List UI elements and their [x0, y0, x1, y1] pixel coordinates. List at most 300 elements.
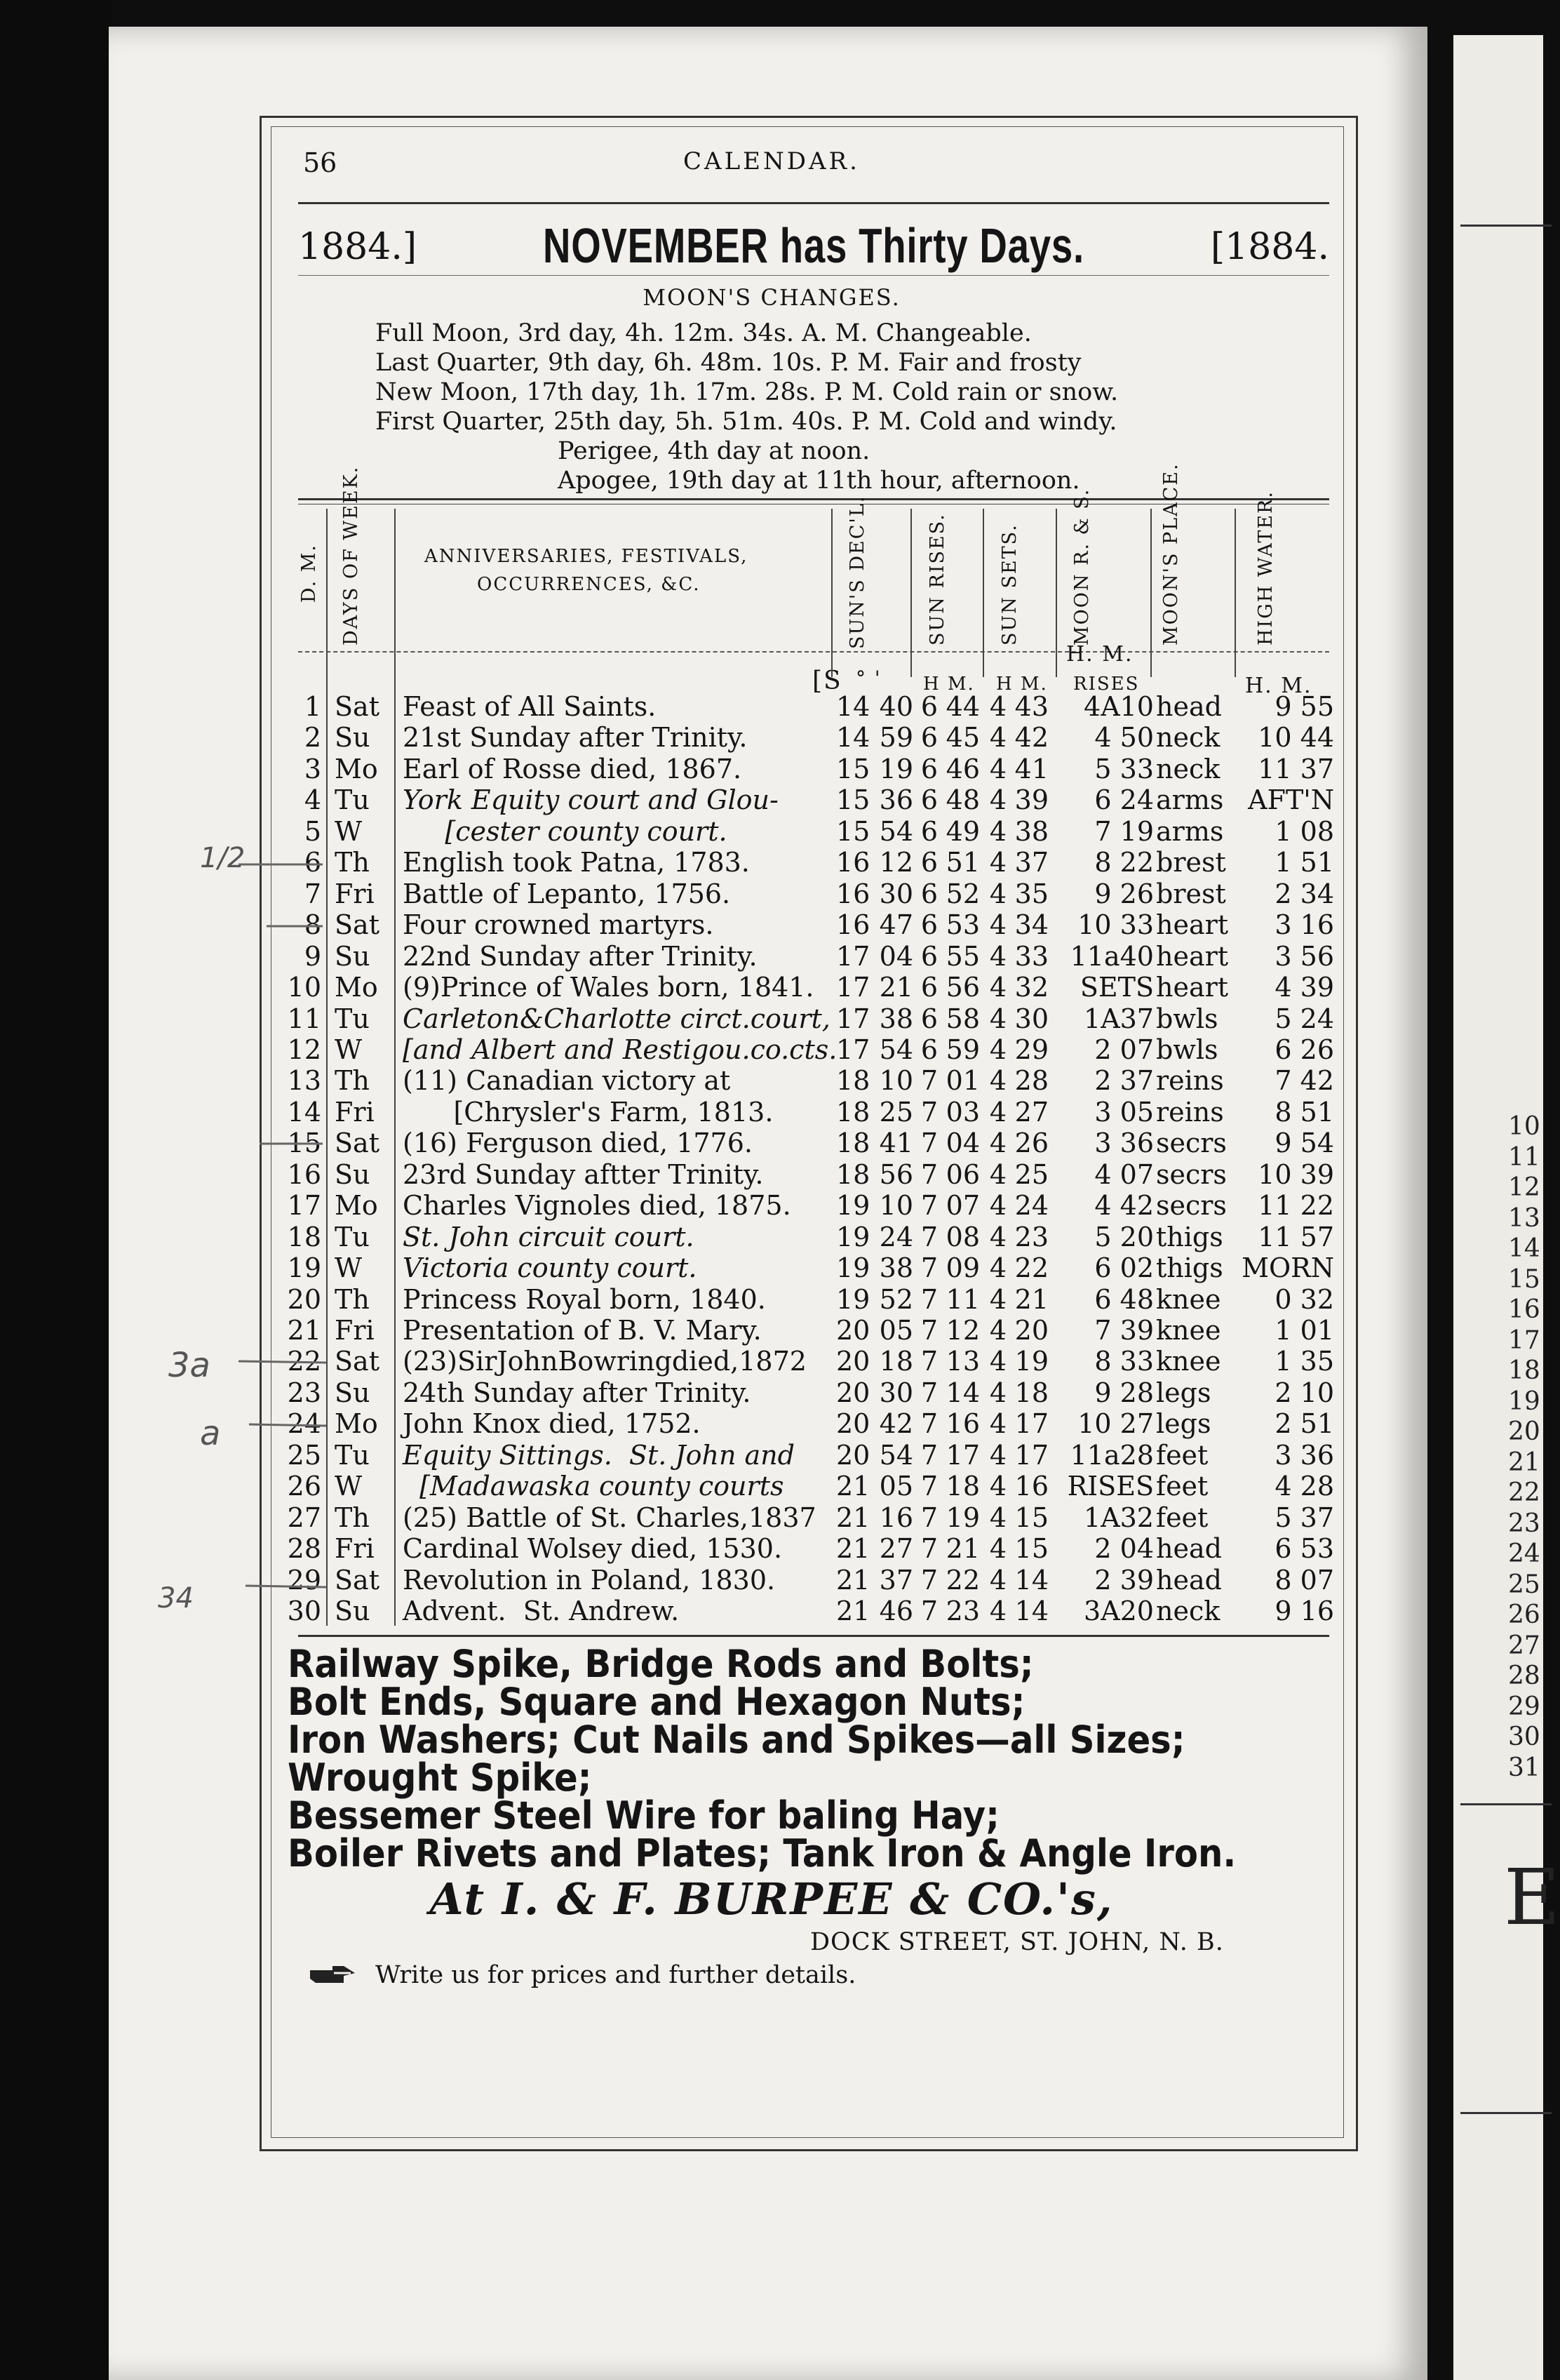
moon-rise-set: 2 04 — [1094, 1533, 1154, 1565]
sun-rise-hour: 6 — [920, 1003, 938, 1034]
day-number: 3 — [304, 753, 321, 784]
sun-decl-min: 38 — [879, 1003, 913, 1034]
advert-firm: At I. & F. BURPEE & CO.'s, — [429, 1873, 1114, 1925]
high-water: 6 26 — [1275, 1034, 1334, 1065]
advert-line: Bessemer Steel Wire for baling Hay; — [288, 1793, 1000, 1838]
anniversary-text: (23)SirJohnBowringdied,1872 — [403, 1346, 807, 1377]
sun-rise-min: 04 — [946, 1128, 980, 1159]
advert-address: DOCK STREET, ST. JOHN, N. B. — [810, 1928, 1224, 1956]
margin-note: 1/2 — [200, 842, 246, 874]
sun-rise-hour: 7 — [920, 1439, 938, 1471]
sun-set-min: 41 — [1014, 753, 1049, 784]
adjacent-page-rule — [1460, 1803, 1552, 1805]
sun-decl-min: 36 — [879, 784, 913, 816]
sun-decl-deg: 18 — [836, 1096, 870, 1128]
anniversary-text: Carleton&Charlotte circt.court, — [403, 1003, 831, 1034]
sun-rise-min: 58 — [946, 1003, 980, 1034]
moon-rise-set: SETS — [1080, 972, 1154, 1003]
high-water: 9 16 — [1275, 1596, 1334, 1627]
sun-set-hour: 4 — [989, 1221, 1007, 1252]
running-title: CALENDAR. — [683, 147, 860, 175]
day-number: 24 — [287, 1408, 321, 1440]
moon-rise-set: 6 48 — [1094, 1283, 1154, 1315]
sun-decl-deg: 17 — [836, 1003, 870, 1034]
weekday: Sat — [335, 1346, 379, 1377]
adjacent-page-number: 25 — [1508, 1570, 1540, 1599]
sun-rise-min: 18 — [946, 1471, 980, 1502]
sun-set-hour: 4 — [989, 784, 1007, 816]
anniversary-text: Charles Vignoles died, 1875. — [403, 1190, 791, 1222]
sun-rise-min: 12 — [946, 1315, 980, 1346]
sun-decl-deg: 14 — [836, 722, 870, 754]
sun-rise-min: 01 — [946, 1065, 980, 1097]
weekday: Mo — [335, 753, 378, 784]
month-title: NOVEMBER has Thirty Days. — [543, 218, 1084, 273]
moon-place: neck — [1156, 1596, 1221, 1627]
sun-set-min: 25 — [1014, 1158, 1049, 1190]
sun-decl-min: 19 — [879, 753, 913, 784]
moon-rise-set: 2 37 — [1094, 1065, 1154, 1097]
high-water: 9 54 — [1275, 1128, 1334, 1159]
moon-place: reins — [1156, 1065, 1224, 1097]
sun-set-min: 18 — [1014, 1377, 1049, 1408]
sun-set-min: 24 — [1014, 1190, 1049, 1222]
anniversary-text: (9)Prince of Wales born, 1841. — [403, 972, 814, 1003]
sun-decl-min: 59 — [879, 722, 913, 754]
sun-rise-min: 16 — [946, 1408, 980, 1440]
sun-set-min: 23 — [1014, 1221, 1049, 1252]
sun-rise-min: 11 — [946, 1283, 980, 1315]
sun-set-hour: 4 — [989, 940, 1007, 972]
moon-place: legs — [1156, 1408, 1211, 1440]
sun-rise-hour: 7 — [920, 1408, 938, 1440]
sun-rise-hour: 6 — [920, 1034, 938, 1065]
sun-set-min: 14 — [1014, 1596, 1049, 1627]
anniversary-text: Equity Sittings. St. John and — [403, 1439, 795, 1471]
moon-rise-set: 11a28 — [1070, 1439, 1154, 1471]
sun-rise-hour: 6 — [920, 940, 938, 972]
moon-place: bwls — [1156, 1034, 1218, 1065]
sun-set-min: 33 — [1014, 940, 1049, 972]
moon-rise-set: 1A32 — [1084, 1502, 1154, 1533]
sun-set-hour: 4 — [989, 1502, 1007, 1533]
moon-rise-set: 7 19 — [1094, 815, 1154, 847]
sun-decl-deg: 21 — [836, 1502, 870, 1533]
sub-deg: ° ' — [856, 667, 882, 690]
adjacent-page-number: 19 — [1508, 1386, 1540, 1416]
sun-rise-min: 08 — [946, 1221, 980, 1252]
moon-rise-set: 9 28 — [1094, 1377, 1154, 1408]
sun-decl-min: 46 — [879, 1596, 913, 1627]
high-water: 3 16 — [1275, 909, 1334, 941]
margin-note: a — [200, 1414, 221, 1453]
calendar-row — [0, 722, 1543, 753]
weekday: Th — [335, 847, 370, 878]
sun-rise-hour: 6 — [920, 784, 938, 816]
high-water: 3 36 — [1275, 1439, 1334, 1471]
sun-set-hour: 4 — [989, 691, 1007, 722]
sun-decl-deg: 16 — [836, 878, 870, 909]
advert-line: Bolt Ends, Square and Hexagon Nuts; — [288, 1680, 1026, 1724]
day-number: 23 — [287, 1377, 321, 1408]
sun-set-hour: 4 — [989, 722, 1007, 754]
anniversary-text: Victoria county court. — [403, 1252, 697, 1284]
sun-set-hour: 4 — [989, 1034, 1007, 1065]
anniversary-text: [cester county court. — [403, 815, 727, 847]
sun-rise-hour: 6 — [920, 753, 938, 784]
moon-rise-set: 1A37 — [1084, 1003, 1154, 1034]
weekday: Su — [335, 1158, 370, 1190]
sun-set-hour: 4 — [989, 815, 1007, 847]
moon-line: New Moon, 17th day, 1h. 17m. 28s. P. M. Cold rain or snow. — [375, 378, 1119, 406]
sun-set-min: 16 — [1014, 1471, 1049, 1502]
sun-decl-deg: 14 — [836, 691, 870, 722]
moon-rise-set: 4 42 — [1094, 1190, 1154, 1222]
moon-rise-set: 10 27 — [1077, 1408, 1154, 1440]
margin-note: 34 — [158, 1582, 194, 1614]
col-rule — [1235, 509, 1236, 677]
weekday: Su — [335, 940, 370, 972]
sun-set-hour: 4 — [989, 878, 1007, 909]
moon-place: knee — [1156, 1315, 1221, 1346]
anniversary-text: 22nd Sunday after Trinity. — [403, 940, 758, 972]
sun-decl-min: 30 — [879, 878, 913, 909]
sun-set-hour: 4 — [989, 1065, 1007, 1097]
sun-decl-deg: 20 — [836, 1377, 870, 1408]
weekday: Fri — [335, 1096, 375, 1128]
day-number: 1 — [304, 691, 321, 722]
anniversary-text: Four crowned martyrs. — [403, 909, 714, 941]
adjacent-page-number: 12 — [1508, 1173, 1540, 1202]
sun-rise-min: 09 — [946, 1252, 980, 1284]
sun-rise-min: 19 — [946, 1502, 980, 1533]
sun-set-hour: 4 — [989, 1408, 1007, 1440]
sun-set-hour: 4 — [989, 1003, 1007, 1034]
sun-set-hour: 4 — [989, 1283, 1007, 1315]
weekday: Fri — [335, 1315, 375, 1346]
sun-decl-deg: 20 — [836, 1408, 870, 1440]
sun-set-hour: 4 — [989, 1190, 1007, 1222]
header-bottom-rule — [298, 651, 1329, 653]
day-number: 21 — [287, 1315, 321, 1346]
col-head-anniv-1: ANNIVERSARIES, FESTIVALS, — [424, 546, 748, 567]
high-water: 8 51 — [1275, 1096, 1334, 1128]
day-number: 10 — [287, 972, 321, 1003]
sub-hm-moon: H. M. — [1066, 642, 1134, 667]
sun-rise-hour: 7 — [920, 1158, 938, 1190]
sun-decl-deg: 20 — [836, 1315, 870, 1346]
sun-set-hour: 4 — [989, 1158, 1007, 1190]
sun-rise-hour: 7 — [920, 1221, 938, 1252]
day-number: 27 — [287, 1502, 321, 1533]
day-number: 9 — [304, 940, 321, 972]
moon-rise-set: 6 02 — [1094, 1252, 1154, 1284]
sun-rise-hour: 7 — [920, 1377, 938, 1408]
day-number: 14 — [287, 1096, 321, 1128]
sun-set-min: 26 — [1014, 1128, 1049, 1159]
high-water: 1 51 — [1275, 847, 1334, 878]
sun-set-min: 27 — [1014, 1096, 1049, 1128]
sun-set-min: 34 — [1014, 909, 1049, 941]
moon-rise-set: 4 07 — [1094, 1158, 1154, 1190]
high-water: 2 34 — [1275, 878, 1334, 909]
day-number: 7 — [304, 878, 321, 909]
weekday: Mo — [335, 1408, 378, 1440]
weekday: Su — [335, 1596, 370, 1627]
advert-line: Wrought Spike; — [288, 1756, 592, 1800]
sun-set-hour: 4 — [989, 1596, 1007, 1627]
day-number: 29 — [287, 1564, 321, 1596]
sun-set-hour: 4 — [989, 1252, 1007, 1284]
adjacent-page-number: 31 — [1508, 1753, 1540, 1782]
sun-set-min: 20 — [1014, 1315, 1049, 1346]
moon-place: neck — [1156, 722, 1221, 754]
sun-rise-hour: 7 — [920, 1502, 938, 1533]
sun-decl-deg: 21 — [836, 1596, 870, 1627]
sun-rise-min: 44 — [946, 691, 980, 722]
sun-decl-min: 47 — [879, 909, 913, 941]
day-number: 5 — [304, 815, 321, 847]
sun-set-min: 17 — [1014, 1408, 1049, 1440]
moon-place: secrs — [1156, 1190, 1227, 1222]
sun-set-min: 28 — [1014, 1065, 1049, 1097]
high-water: 9 55 — [1275, 691, 1334, 722]
sun-decl-min: 56 — [879, 1158, 913, 1190]
weekday: Mo — [335, 972, 378, 1003]
col-head-sun-decl: SUN'S DEC'L. — [847, 495, 868, 649]
high-water: AFT'N — [1248, 784, 1334, 816]
sun-decl-deg: 19 — [836, 1283, 870, 1315]
sun-decl-deg: 21 — [836, 1564, 870, 1596]
sun-decl-min: 18 — [879, 1346, 913, 1377]
high-water: 11 37 — [1258, 753, 1334, 784]
sun-decl-min: 41 — [879, 1128, 913, 1159]
moon-place: feet — [1156, 1471, 1209, 1502]
sun-set-hour: 4 — [989, 1533, 1007, 1565]
col-head-dm: D. M. — [298, 544, 320, 603]
moon-rise-set: 5 20 — [1094, 1221, 1154, 1252]
day-number: 18 — [287, 1221, 321, 1252]
sun-set-hour: 4 — [989, 753, 1007, 784]
anniversary-text: Cardinal Wolsey died, 1530. — [403, 1533, 783, 1565]
moon-place: feet — [1156, 1439, 1209, 1471]
day-number: 2 — [304, 722, 321, 754]
sun-decl-min: 38 — [879, 1252, 913, 1284]
anniversary-text: Battle of Lepanto, 1756. — [403, 878, 731, 909]
sun-rise-min: 45 — [946, 722, 980, 754]
col-head-dow: DAYS OF WEEK. — [340, 465, 362, 646]
moon-rise-set: 7 39 — [1094, 1315, 1154, 1346]
sun-rise-min: 52 — [946, 878, 980, 909]
sun-decl-min: 16 — [879, 1502, 913, 1533]
anniversary-text: Earl of Rosse died, 1867. — [403, 753, 742, 784]
moon-line: Apogee, 19th day at 11th hour, afternoon. — [558, 467, 1080, 495]
anniversary-text: [Chrysler's Farm, 1813. — [403, 1096, 774, 1128]
moon-rise-set: 3A20 — [1084, 1596, 1154, 1627]
sun-set-hour: 4 — [989, 909, 1007, 941]
adjacent-page-number: 30 — [1508, 1723, 1540, 1751]
anniversary-text: Revolution in Poland, 1830. — [403, 1564, 776, 1596]
sun-rise-hour: 7 — [920, 1190, 938, 1222]
high-water: 1 01 — [1275, 1315, 1334, 1346]
sun-set-hour: 4 — [989, 1564, 1007, 1596]
advert-line: Iron Washers; Cut Nails and Spikes—all Sizes; — [288, 1718, 1185, 1762]
sun-decl-deg: 19 — [836, 1252, 870, 1284]
anniversary-text: Advent. St. Andrew. — [403, 1596, 680, 1627]
day-number: 11 — [287, 1003, 321, 1034]
moon-place: brest — [1156, 847, 1226, 878]
weekday: Tu — [335, 1003, 370, 1034]
adjacent-page-number: 29 — [1508, 1692, 1540, 1721]
moon-place: neck — [1156, 753, 1221, 784]
sun-rise-min: 17 — [946, 1439, 980, 1471]
sun-decl-min: 37 — [879, 1564, 913, 1596]
sun-rise-min: 06 — [946, 1158, 980, 1190]
table-bottom-rule — [298, 1635, 1329, 1637]
weekday: Sat — [335, 1564, 379, 1596]
sub-hm-water: H. M. — [1245, 674, 1312, 698]
sun-decl-deg: 17 — [836, 1034, 870, 1065]
sun-set-hour: 4 — [989, 1128, 1007, 1159]
moon-place: heart — [1156, 940, 1229, 972]
sun-decl-deg: 20 — [836, 1346, 870, 1377]
sun-decl-min: 10 — [879, 1190, 913, 1222]
sun-set-min: 19 — [1014, 1346, 1049, 1377]
high-water: 10 44 — [1258, 722, 1334, 754]
high-water: 2 51 — [1275, 1408, 1334, 1440]
moon-rise-set: 9 26 — [1094, 878, 1154, 909]
day-number: 12 — [287, 1034, 321, 1065]
weekday: Tu — [335, 1221, 370, 1252]
sun-set-min: 38 — [1014, 815, 1049, 847]
weekday: Sat — [335, 909, 379, 941]
sun-rise-hour: 6 — [920, 878, 938, 909]
anniversary-text: (11) Canadian victory at — [403, 1065, 731, 1097]
sun-set-min: 39 — [1014, 784, 1049, 816]
adjacent-page-number: 15 — [1508, 1264, 1540, 1294]
sun-rise-hour: 7 — [920, 1471, 938, 1502]
weekday: W — [335, 815, 363, 847]
weekday: Th — [335, 1502, 370, 1533]
col-rule — [831, 509, 833, 677]
sun-decl-min: 24 — [879, 1221, 913, 1252]
sun-decl-min: 30 — [879, 1377, 913, 1408]
col-rule — [983, 509, 984, 677]
moon-rise-set: 3 36 — [1094, 1128, 1154, 1159]
sun-decl-deg: 19 — [836, 1190, 870, 1222]
day-number: 28 — [287, 1533, 321, 1565]
moon-rise-set: 4 50 — [1094, 722, 1154, 754]
anniversary-text: Feast of All Saints. — [403, 691, 657, 722]
sun-rise-min: 48 — [946, 784, 980, 816]
moon-line: Full Moon, 3rd day, 4h. 12m. 34s. A. M. Changeable. — [375, 319, 1032, 347]
sun-decl-min: 25 — [879, 1096, 913, 1128]
advert-note: Write us for prices and further details. — [375, 1961, 856, 1989]
sun-rise-hour: 6 — [920, 722, 938, 754]
sun-rise-hour: 6 — [920, 815, 938, 847]
weekday: Mo — [335, 1190, 378, 1222]
adjacent-page-rule — [1460, 2112, 1552, 2114]
sub-hm-rise: H M. — [923, 674, 975, 695]
moon-line: Perigee, 4th day at noon. — [558, 437, 870, 465]
sun-rise-min: 13 — [946, 1346, 980, 1377]
high-water: 8 07 — [1275, 1564, 1334, 1596]
col-head-high-water: HIGH WATER. — [1255, 490, 1277, 646]
moon-place: heart — [1156, 972, 1229, 1003]
moon-line: First Quarter, 25th day, 5h. 51m. 40s. P. M. Cold and windy. — [375, 408, 1117, 436]
high-water: 4 28 — [1275, 1471, 1334, 1502]
adjacent-page-number: 10 — [1508, 1112, 1540, 1141]
sun-set-min: 30 — [1014, 1003, 1049, 1034]
day-number: 15 — [287, 1128, 321, 1159]
sun-rise-min: 49 — [946, 815, 980, 847]
adjacent-page-number: 18 — [1508, 1356, 1540, 1385]
sun-rise-hour: 7 — [920, 1596, 938, 1627]
moon-place: arms — [1156, 784, 1224, 816]
moon-place: knee — [1156, 1346, 1221, 1377]
sun-set-min: 17 — [1014, 1439, 1049, 1471]
sun-decl-deg: 18 — [836, 1128, 870, 1159]
sun-set-hour: 4 — [989, 847, 1007, 878]
day-number: 16 — [287, 1158, 321, 1190]
sun-decl-deg: 16 — [836, 909, 870, 941]
sun-set-hour: 4 — [989, 1471, 1007, 1502]
sun-rise-min: 51 — [946, 847, 980, 878]
high-water: 1 35 — [1275, 1346, 1334, 1377]
moon-place: arms — [1156, 815, 1224, 847]
adjacent-page-rule — [1460, 225, 1552, 227]
sub-rises: RISES — [1073, 674, 1140, 695]
moon-line: Last Quarter, 9th day, 6h. 48m. 10s. P. M. Fair and frosty — [375, 349, 1082, 377]
high-water: MORN — [1242, 1252, 1334, 1284]
moon-place: secrs — [1156, 1128, 1227, 1159]
high-water: 1 08 — [1275, 815, 1334, 847]
anniversary-text: 24th Sunday after Trinity. — [403, 1377, 751, 1408]
sun-rise-hour: 7 — [920, 1096, 938, 1128]
anniversary-text: 21st Sunday after Trinity. — [403, 722, 748, 754]
anniversary-text: John Knox died, 1752. — [403, 1408, 701, 1440]
sun-rise-hour: 7 — [920, 1128, 938, 1159]
pointing-hand-icon — [309, 1963, 358, 1987]
sun-rise-min: 23 — [946, 1596, 980, 1627]
sun-rise-min: 14 — [946, 1377, 980, 1408]
sun-decl-deg: 20 — [836, 1439, 870, 1471]
moon-place: thigs — [1156, 1221, 1223, 1252]
sun-decl-min: 04 — [879, 940, 913, 972]
weekday: Fri — [335, 878, 375, 909]
high-water: 5 37 — [1275, 1502, 1334, 1533]
month-title-row — [298, 218, 1329, 274]
day-number: 26 — [287, 1471, 321, 1502]
sun-decl-deg: 18 — [836, 1158, 870, 1190]
sun-rise-min: 03 — [946, 1096, 980, 1128]
day-number: 20 — [287, 1283, 321, 1315]
moon-place: brest — [1156, 878, 1226, 909]
sun-set-min: 42 — [1014, 722, 1049, 754]
day-number: 19 — [287, 1252, 321, 1284]
high-water: 3 56 — [1275, 940, 1334, 972]
day-number: 17 — [287, 1190, 321, 1222]
weekday: Su — [335, 1377, 370, 1408]
sun-decl-min: 54 — [879, 1439, 913, 1471]
sun-decl-min: 21 — [879, 972, 913, 1003]
weekday: Sat — [335, 1128, 379, 1159]
high-water: 11 22 — [1258, 1190, 1334, 1222]
sun-decl-deg: 16 — [836, 847, 870, 878]
sun-set-hour: 4 — [989, 1315, 1007, 1346]
advert-line: Railway Spike, Bridge Rods and Bolts; — [288, 1642, 1034, 1686]
sun-decl-deg: 18 — [836, 1065, 870, 1097]
